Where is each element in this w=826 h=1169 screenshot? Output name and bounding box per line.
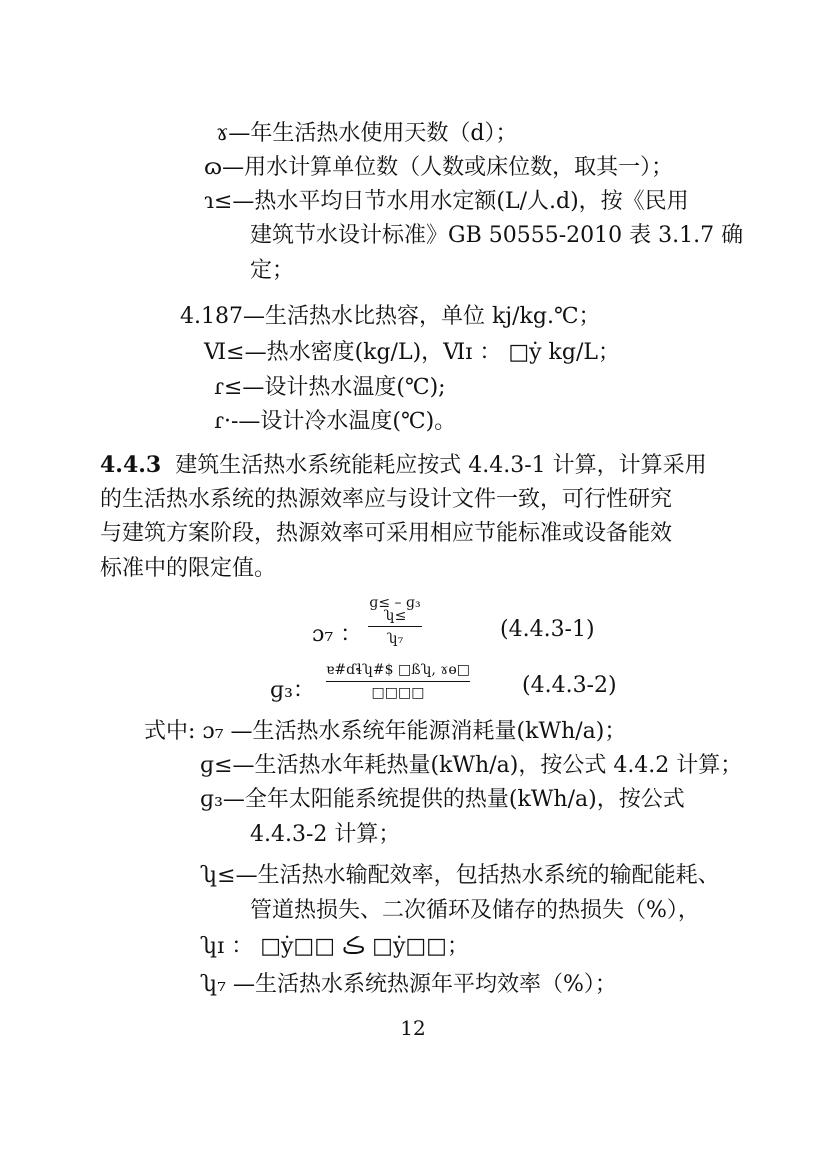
text-line: ɾ·-—设计冷水温度(℃)。 [214,409,457,434]
text-line: ɤ—年生活热水使用天数（d）； [216,121,518,146]
fraction-numerator: ɐ#ɗɬʮ#$ □ßʮ, ɤɵ□ [326,662,470,678]
equation-fraction [368,595,422,653]
paragraph-line: 与建筑方案阶段，热源效率可采用相应节能标准或设备能效 [100,521,673,546]
equation-label: (4.4.3-1) [500,617,595,642]
definition-line: ʮɪ ： □ẏ□□ ڪ □ẏ□□； [200,934,469,959]
paragraph-line: 标准中的限定值。 [100,556,277,581]
definition-line: ʮ≤—生活热水输配效率，包括热水系统的输配能耗、 [200,863,720,888]
equation-fraction [326,662,470,704]
fraction-bar [326,681,470,682]
fraction-denominator: ʮ₇ [386,631,404,647]
paragraph-line [100,450,707,481]
text-line: 定； [250,258,295,283]
page-number: 12 [400,1016,426,1040]
definition-line: ʮ₇ —生活热水系统热源年平均效率（%）； [200,972,617,997]
definition-line: 管道热损失、二次循环及储存的热损失（%）， [250,898,700,923]
text-line: 4.187—生活热水比热容，单位 kj/kg.℃； [180,304,601,329]
paragraph-line: 的生活热水系统的热源效率应与设计文件一致，可行性研究 [100,487,673,512]
clause-text: 建筑生活热水系统能耗应按式 4.4.3-1 计算，计算采用 [175,453,707,478]
clause-number: 4.4.3 [100,452,162,478]
text-line: ɷ—用水计算单位数（人数或床位数，取其一）； [204,155,674,180]
fraction-numerator-sub: ʮ≤ [383,608,407,624]
definition-line: 4.4.3-2 计算； [250,822,401,847]
text-line: ɾ≤—设计热水温度(℃); [214,375,446,400]
equation-label: (4.4.3-2) [522,673,617,698]
equation-lhs: ɔ₇ ： [312,622,363,647]
text-line: 建筑节水设计标准》GB 50555-2010 表 3.1.7 确 [250,223,744,248]
fraction-numerator: ɡ≤ – ɡ₃ [369,595,421,611]
definition-line: ɡ≤—生活热水年耗热量(kWh/a)，按公式 4.4.2 计算； [200,753,743,778]
fraction-denominator: □□□□ [371,685,425,701]
equation-lhs: ɡ₃： [270,678,315,703]
fraction-bar [368,626,422,627]
text-line: ɿ≤—热水平均日节水用水定额(L/人.d)，按《民用 [204,189,689,214]
definition-line: 式中: ɔ₇ —生活热水系统年能源消耗量(kWh/a)； [144,719,627,744]
text-line: Ⅵ≤—热水密度(kg/L)，Ⅵɪ ： □ẏ kg/L； [204,340,620,365]
definition-line: ɡ₃—全年太阳能系统提供的热量(kWh/a)，按公式 [200,787,685,812]
